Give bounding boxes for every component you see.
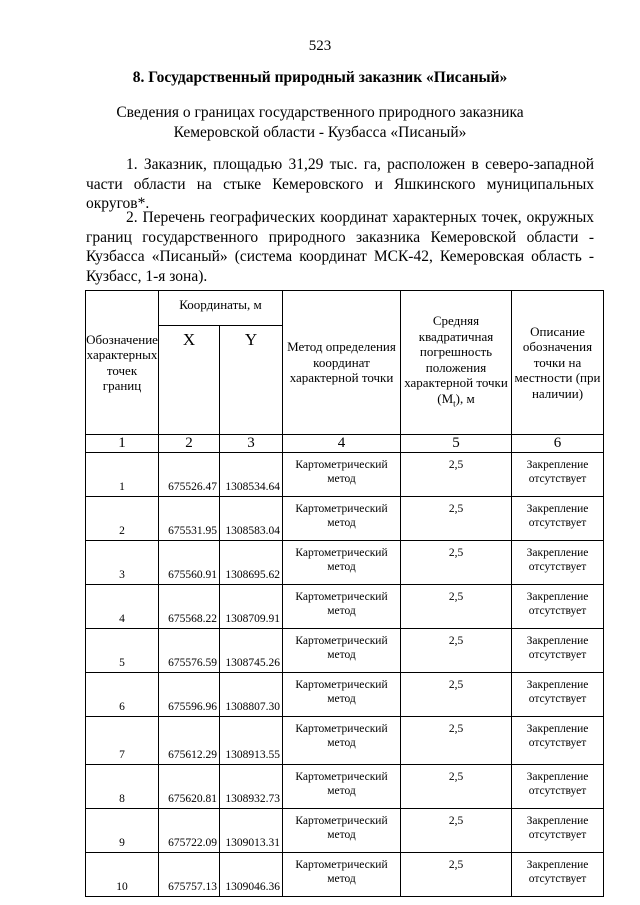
header-description: Описание обозначения точки на местности (при наличии): [512, 291, 604, 435]
coord-x: 675568.22: [159, 585, 220, 629]
error: 2,5: [401, 497, 512, 541]
method: Картометрический метод: [283, 453, 401, 497]
coord-y: 1309046.36: [220, 853, 283, 897]
table-row: [86, 853, 604, 897]
point-id: 2: [86, 497, 159, 541]
header-error-unit: ), м: [455, 390, 475, 406]
description: Закрепление отсутствует: [512, 853, 604, 897]
header-method: Метод определения координат характерной точки: [283, 291, 401, 435]
column-number-row: [86, 435, 604, 453]
table-body: [86, 453, 604, 897]
error: 2,5: [401, 673, 512, 717]
section-title: 8. Государственный природный заказник «Писаный»: [132, 69, 508, 86]
table-row: [86, 541, 604, 585]
coord-x: 675596.96: [159, 673, 220, 717]
point-id: 3: [86, 541, 159, 585]
point-id: 8: [86, 765, 159, 809]
method: Картометрический метод: [283, 585, 401, 629]
error: 2,5: [401, 541, 512, 585]
table-row: [86, 629, 604, 673]
description: Закрепление отсутствует: [512, 629, 604, 673]
coord-y: 1308807.30: [220, 673, 283, 717]
subtitle: [0, 103, 640, 143]
coord-y: 1308534.64: [220, 453, 283, 497]
error: 2,5: [401, 853, 512, 897]
column-number: 3: [220, 435, 283, 453]
description: Закрепление отсутствует: [512, 541, 604, 585]
subtitle-line-1: Сведения о границах государственного природного заказника: [116, 104, 524, 121]
description: Закрепление отсутствует: [512, 809, 604, 853]
header-error-text: Средняя квадратичная погрешность положения характерной точки (M: [404, 313, 508, 406]
header-x: X: [159, 326, 220, 435]
point-id: 7: [86, 717, 159, 765]
table-row: [86, 717, 604, 765]
error: 2,5: [401, 809, 512, 853]
coord-x: 675576.59: [159, 629, 220, 673]
column-number: 1: [86, 435, 159, 453]
coord-x: 675526.47: [159, 453, 220, 497]
method: Картометрический метод: [283, 717, 401, 765]
error: 2,5: [401, 717, 512, 765]
header-error: [401, 291, 512, 435]
point-id: 6: [86, 673, 159, 717]
description: Закрепление отсутствует: [512, 453, 604, 497]
coord-x: 675620.81: [159, 765, 220, 809]
error: 2,5: [401, 629, 512, 673]
description: Закрепление отсутствует: [512, 765, 604, 809]
column-number: 6: [512, 435, 604, 453]
coord-y: 1308583.04: [220, 497, 283, 541]
point-id: 1: [86, 453, 159, 497]
column-number: 4: [283, 435, 401, 453]
coord-y: 1308745.26: [220, 629, 283, 673]
description: Закрепление отсутствует: [512, 717, 604, 765]
description: Закрепление отсутствует: [512, 497, 604, 541]
description: Закрепление отсутствует: [512, 673, 604, 717]
description: Закрепление отсутствует: [512, 585, 604, 629]
table-row: [86, 453, 604, 497]
header-point-designation: Обозначение характерных точек границ: [86, 291, 159, 435]
error: 2,5: [401, 765, 512, 809]
point-id: 5: [86, 629, 159, 673]
method: Картометрический метод: [283, 765, 401, 809]
header-coordinates: Координаты, м: [159, 291, 283, 326]
paragraph-2: 2. Перечень географических координат характерных точек, окружных границ государственного природного заказника Кемеровской области - Кузбасса «Писаный» (система координат МСК-42, Кемеровская область - Кузбасс, 1-я зона).: [86, 209, 594, 285]
column-number: 5: [401, 435, 512, 453]
method: Картометрический метод: [283, 673, 401, 717]
coord-x: 675722.09: [159, 809, 220, 853]
subtitle-line-2: Кемеровской области - Кузбасса «Писаный»: [173, 124, 467, 141]
coord-x: 675757.13: [159, 853, 220, 897]
method: Картометрический метод: [283, 629, 401, 673]
table-header: [86, 291, 604, 453]
coord-y: 1308695.62: [220, 541, 283, 585]
paragraph-1: 1. Заказник, площадью 31,29 тыс. га, расположен в северо-западной части области на стыке Кемеровского и Яшкинского муниципальных округов*.: [86, 156, 594, 212]
error: 2,5: [401, 585, 512, 629]
header-y: Y: [220, 326, 283, 435]
coord-y: 1308709.91: [220, 585, 283, 629]
coord-x: 675612.29: [159, 717, 220, 765]
method: Картометрический метод: [283, 809, 401, 853]
method: Картометрический метод: [283, 541, 401, 585]
method: Картометрический метод: [283, 497, 401, 541]
table-row: [86, 673, 604, 717]
coord-y: 1309013.31: [220, 809, 283, 853]
table-row: [86, 765, 604, 809]
coord-x: 675531.95: [159, 497, 220, 541]
point-id: 9: [86, 809, 159, 853]
table-row: [86, 585, 604, 629]
column-number: 2: [159, 435, 220, 453]
point-id: 10: [86, 853, 159, 897]
method: Картометрический метод: [283, 853, 401, 897]
coord-x: 675560.91: [159, 541, 220, 585]
coord-y: 1308932.73: [220, 765, 283, 809]
coord-y: 1308913.55: [220, 717, 283, 765]
header-error-subscript: t: [453, 398, 456, 409]
page-number: 523: [308, 38, 332, 54]
error: 2,5: [401, 453, 512, 497]
coordinates-table: [85, 290, 604, 897]
table-row: [86, 809, 604, 853]
table-row: [86, 497, 604, 541]
point-id: 4: [86, 585, 159, 629]
